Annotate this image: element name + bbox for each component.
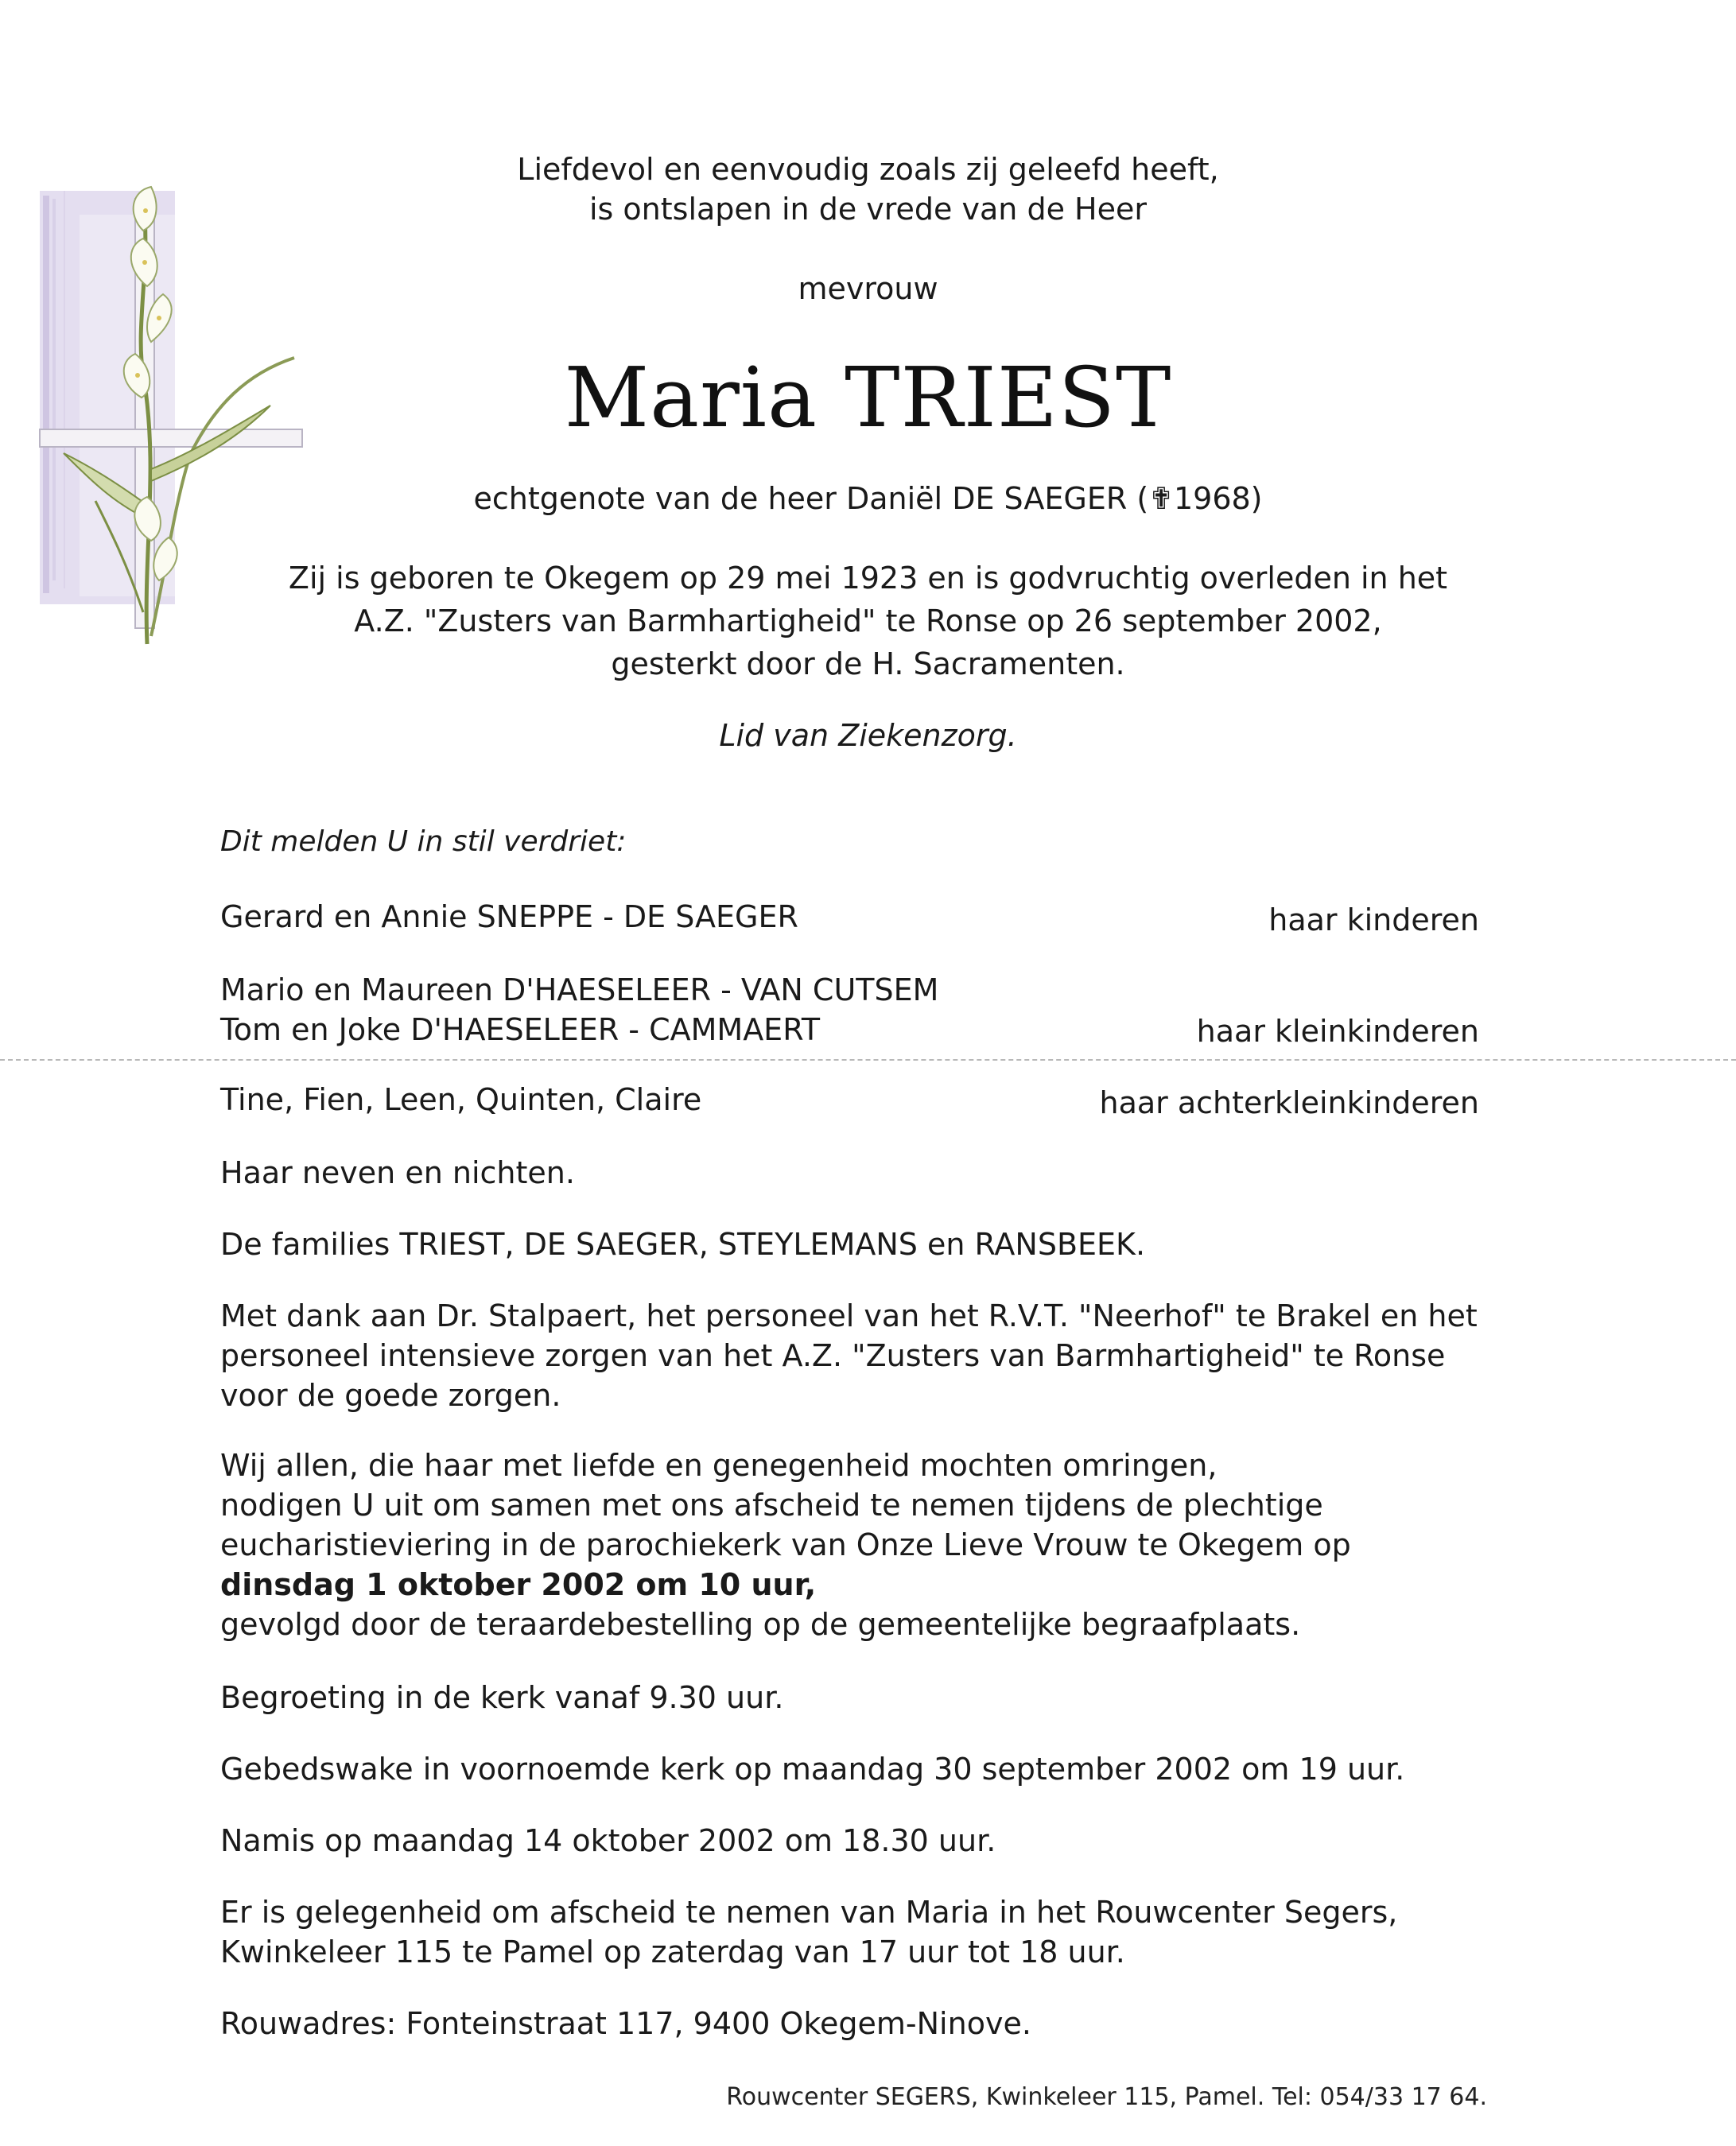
vigil-line: Gebedswake in voornoemde kerk op maandag 30 september 2002 om 19 uur. — [220, 1752, 1405, 1787]
invitation-text — [220, 1446, 1351, 1644]
family-greatgrandchildren-names: Tine, Fien, Leen, Quinten, Claire — [220, 1082, 702, 1117]
family-grandchildren-relation: haar kleinkinderen — [1196, 1014, 1479, 1049]
thanks-line-3: voor de goede zorgen. — [220, 1378, 561, 1413]
spouse-line: echtgenote van de heer Daniël DE SAEGER (✟1968) — [473, 481, 1263, 516]
birth-death-line-3: gesterkt door de H. Sacramenten. — [611, 646, 1125, 681]
invitation-line-5: gevolgd door de teraardebestelling op de gemeentelijke begraafplaats. — [220, 1607, 1301, 1642]
invitation-line-3: eucharistieviering in de parochiekerk van Onze Lieve Vrouw te Okegem op — [220, 1527, 1351, 1562]
funeral-home-footer: Rouwcenter SEGERS, Kwinkeleer 115, Pamel. Tel: 054/33 17 64. — [726, 2083, 1487, 2111]
intro-text — [0, 149, 1736, 229]
title-prefix: mevrouw — [798, 271, 938, 306]
intro-line-2: is ontslapen in de vrede van de Heer — [589, 192, 1147, 227]
thanks-line-2: personeel intensieve zorgen van het A.Z. "Zusters van Barmhartigheid" te Ronse — [220, 1338, 1446, 1373]
invitation-date: dinsdag 1 oktober 2002 om 10 uur, — [220, 1567, 817, 1602]
family-grandchildren-name-1: Mario en Maureen D'HAESELEER - VAN CUTSEM — [220, 972, 939, 1007]
membership: Lid van Ziekenzorg. — [719, 718, 1017, 753]
farewell-line-2: Kwinkeleer 115 te Pamel op zaterdag van 17 uur tot 18 uur. — [220, 1935, 1125, 1969]
family-children-names: Gerard en Annie SNEPPE - DE SAEGER — [220, 899, 798, 934]
invitation-line-2: nodigen U uit om samen met ons afscheid te nemen tijdens de plechtige — [220, 1488, 1323, 1523]
cousins-line: Haar neven en nichten. — [220, 1155, 575, 1190]
fold-line — [0, 1059, 1736, 1061]
farewell-text — [220, 1892, 1397, 1972]
family-children-relation: haar kinderen — [1268, 902, 1479, 937]
greeting-line: Begroeting in de kerk vanaf 9.30 uur. — [220, 1680, 784, 1715]
intro-line-1: Liefdevol en eenvoudig zoals zij geleefd heeft, — [517, 152, 1219, 187]
family-intro: Dit melden U in stil verdriet: — [220, 825, 627, 858]
families-line: De families TRIEST, DE SAEGER, STEYLEMANS en RANSBEEK. — [220, 1227, 1146, 1262]
farewell-line-1: Er is gelegenheid om afscheid te nemen van Maria in het Rouwcenter Segers, — [220, 1895, 1398, 1930]
thanks-line-1: Met dank aan Dr. Stalpaert, het personeel van het R.V.T. "Neerhof" te Brakel en het — [220, 1298, 1478, 1333]
birth-death-line-2: A.Z. "Zusters van Barmhartigheid" te Ronse op 26 september 2002, — [354, 603, 1382, 638]
family-grandchildren-name-2: Tom en Joke D'HAESELEER - CAMMAERT — [220, 1012, 821, 1047]
thanks-text — [220, 1296, 1478, 1415]
deceased-name: Maria TRIEST — [564, 349, 1172, 446]
invitation-line-1: Wij allen, die haar met liefde en genegenheid mochten omringen, — [220, 1448, 1218, 1483]
mourning-address: Rouwadres: Fonteinstraat 117, 9400 Okegem-Ninove. — [220, 2006, 1031, 2041]
birth-death-line-1: Zij is geboren te Okegem op 29 mei 1923 en is godvruchtig overleden in het — [288, 561, 1448, 596]
birth-death-text — [0, 557, 1736, 685]
memorial-line: Namis op maandag 14 oktober 2002 om 18.30 uur. — [220, 1823, 996, 1858]
family-greatgrandchildren-relation: haar achterkleinkinderen — [1099, 1085, 1479, 1120]
